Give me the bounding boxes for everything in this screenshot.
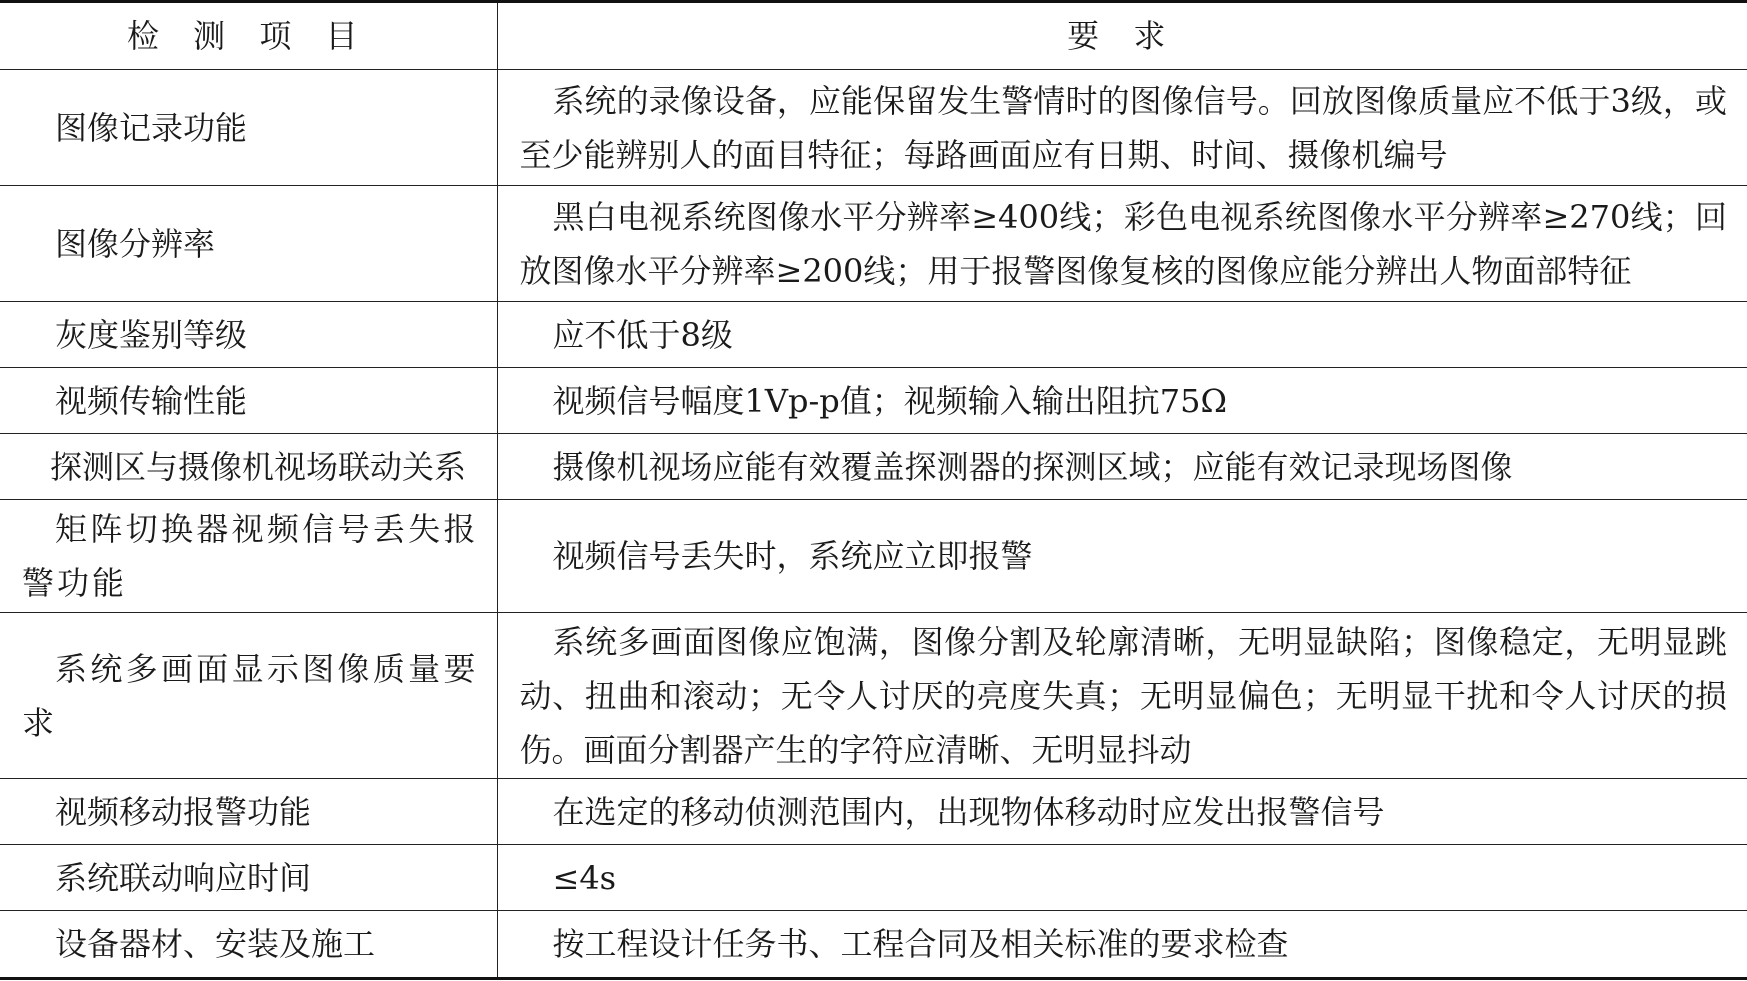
table-row <box>0 302 1747 368</box>
requirement-cell: 按工程设计任务书、工程合同及相关标准的要求检查 <box>497 911 1747 979</box>
item-cell: 视频传输性能 <box>0 368 497 434</box>
item-cell: 视频移动报警功能 <box>0 779 497 845</box>
table-row <box>0 911 1747 979</box>
item-cell: 灰度鉴别等级 <box>0 302 497 368</box>
item-cell: 设备器材、安装及施工 <box>0 911 497 979</box>
item-cell: 图像记录功能 <box>0 70 497 186</box>
requirement-cell: 视频信号丢失时，系统应立即报警 <box>497 500 1747 613</box>
requirement-cell: 系统多画面图像应饱满，图像分割及轮廓清晰，无明显缺陷；图像稳定，无明显跳动、扭曲和滚动；无令人讨厌的亮度失真；无明显偏色；无明显干扰和令人讨厌的损伤。画面分割器产生的字符应清晰、无明显抖动 <box>497 613 1747 779</box>
table-row <box>0 434 1747 500</box>
header-item: 检 测 项 目 <box>0 2 497 70</box>
table-row <box>0 613 1747 779</box>
item-cell: 探测区与摄像机视场联动关系 <box>0 434 497 500</box>
item-cell: 系统多画面显示图像质量要求 <box>0 613 497 779</box>
item-cell: 矩阵切换器视频信号丢失报警功能 <box>0 500 497 613</box>
table-row <box>0 500 1747 613</box>
table-row <box>0 368 1747 434</box>
requirement-cell: 视频信号幅度1Vp-p值；视频输入输出阻抗75Ω <box>497 368 1747 434</box>
requirement-cell: 在选定的移动侦测范围内，出现物体移动时应发出报警信号 <box>497 779 1747 845</box>
header-requirement: 要 求 <box>497 2 1747 70</box>
table-row <box>0 186 1747 302</box>
requirement-cell: 应不低于8级 <box>497 302 1747 368</box>
item-cell: 系统联动响应时间 <box>0 845 497 911</box>
requirement-cell: 系统的录像设备，应能保留发生警情时的图像信号。回放图像质量应不低于3级，或至少能辨别人的面目特征；每路画面应有日期、时间、摄像机编号 <box>497 70 1747 186</box>
requirement-cell: 黑白电视系统图像水平分辨率≥400线；彩色电视系统图像水平分辨率≥270线；回放图像水平分辨率≥200线；用于报警图像复核的图像应能分辨出人物面部特征 <box>497 186 1747 302</box>
requirement-cell: ≤4s <box>497 845 1747 911</box>
table-header-row <box>0 2 1747 70</box>
table-row <box>0 779 1747 845</box>
table-row <box>0 70 1747 186</box>
requirement-cell: 摄像机视场应能有效覆盖探测器的探测区域；应能有效记录现场图像 <box>497 434 1747 500</box>
item-cell: 图像分辨率 <box>0 186 497 302</box>
table-row <box>0 845 1747 911</box>
